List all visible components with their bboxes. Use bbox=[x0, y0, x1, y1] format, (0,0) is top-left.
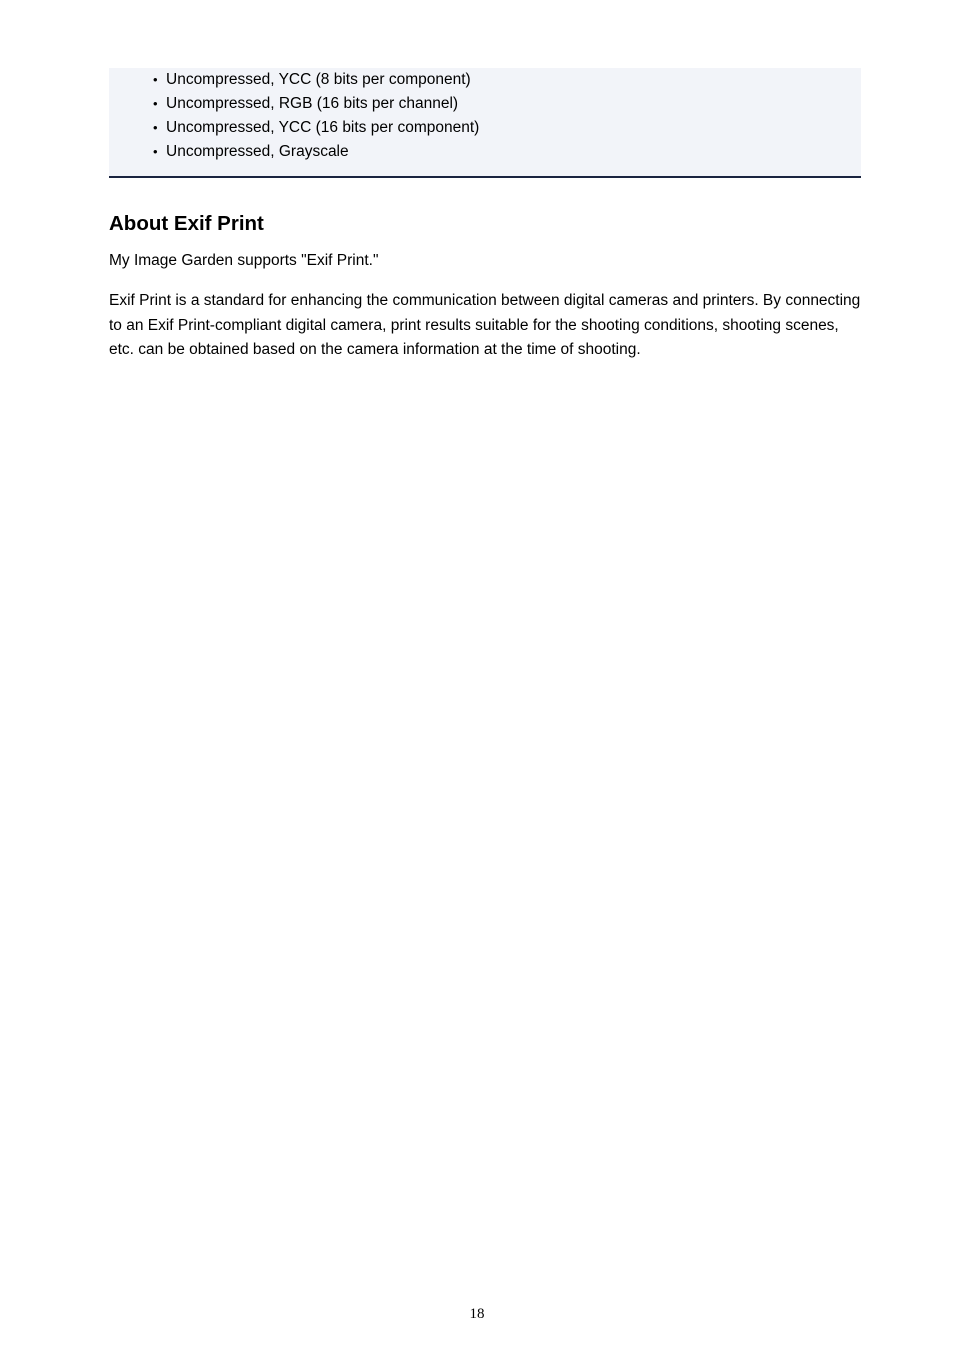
bullet-icon: • bbox=[153, 72, 158, 87]
list-item bbox=[153, 92, 479, 116]
list-item-text: Uncompressed, YCC (16 bits per component) bbox=[166, 119, 480, 136]
bullet-icon: • bbox=[153, 144, 158, 159]
list-item bbox=[153, 140, 479, 164]
section-heading: About Exif Print bbox=[109, 212, 264, 235]
paragraph-description: Exif Print is a standard for enhancing the communication between digital cameras and printers. By connecting to an Exif Print-compliant digital camera, print results suitable for the shooting conditions, shooting scenes, etc. can be obtained based on the camera information at the time of shooting. bbox=[109, 292, 861, 358]
bullet-icon: • bbox=[153, 96, 158, 111]
page-number: 18 bbox=[469, 1306, 485, 1322]
list-item bbox=[153, 116, 479, 140]
note-box bbox=[109, 68, 861, 178]
list-item-text: Uncompressed, YCC (8 bits per component) bbox=[166, 71, 471, 88]
format-list bbox=[153, 68, 479, 164]
list-item-text: Uncompressed, Grayscale bbox=[166, 143, 349, 160]
paragraph-intro: My Image Garden supports "Exif Print." bbox=[109, 252, 379, 269]
bullet-icon: • bbox=[153, 120, 158, 135]
list-item bbox=[153, 68, 479, 92]
list-item-text: Uncompressed, RGB (16 bits per channel) bbox=[166, 95, 459, 112]
